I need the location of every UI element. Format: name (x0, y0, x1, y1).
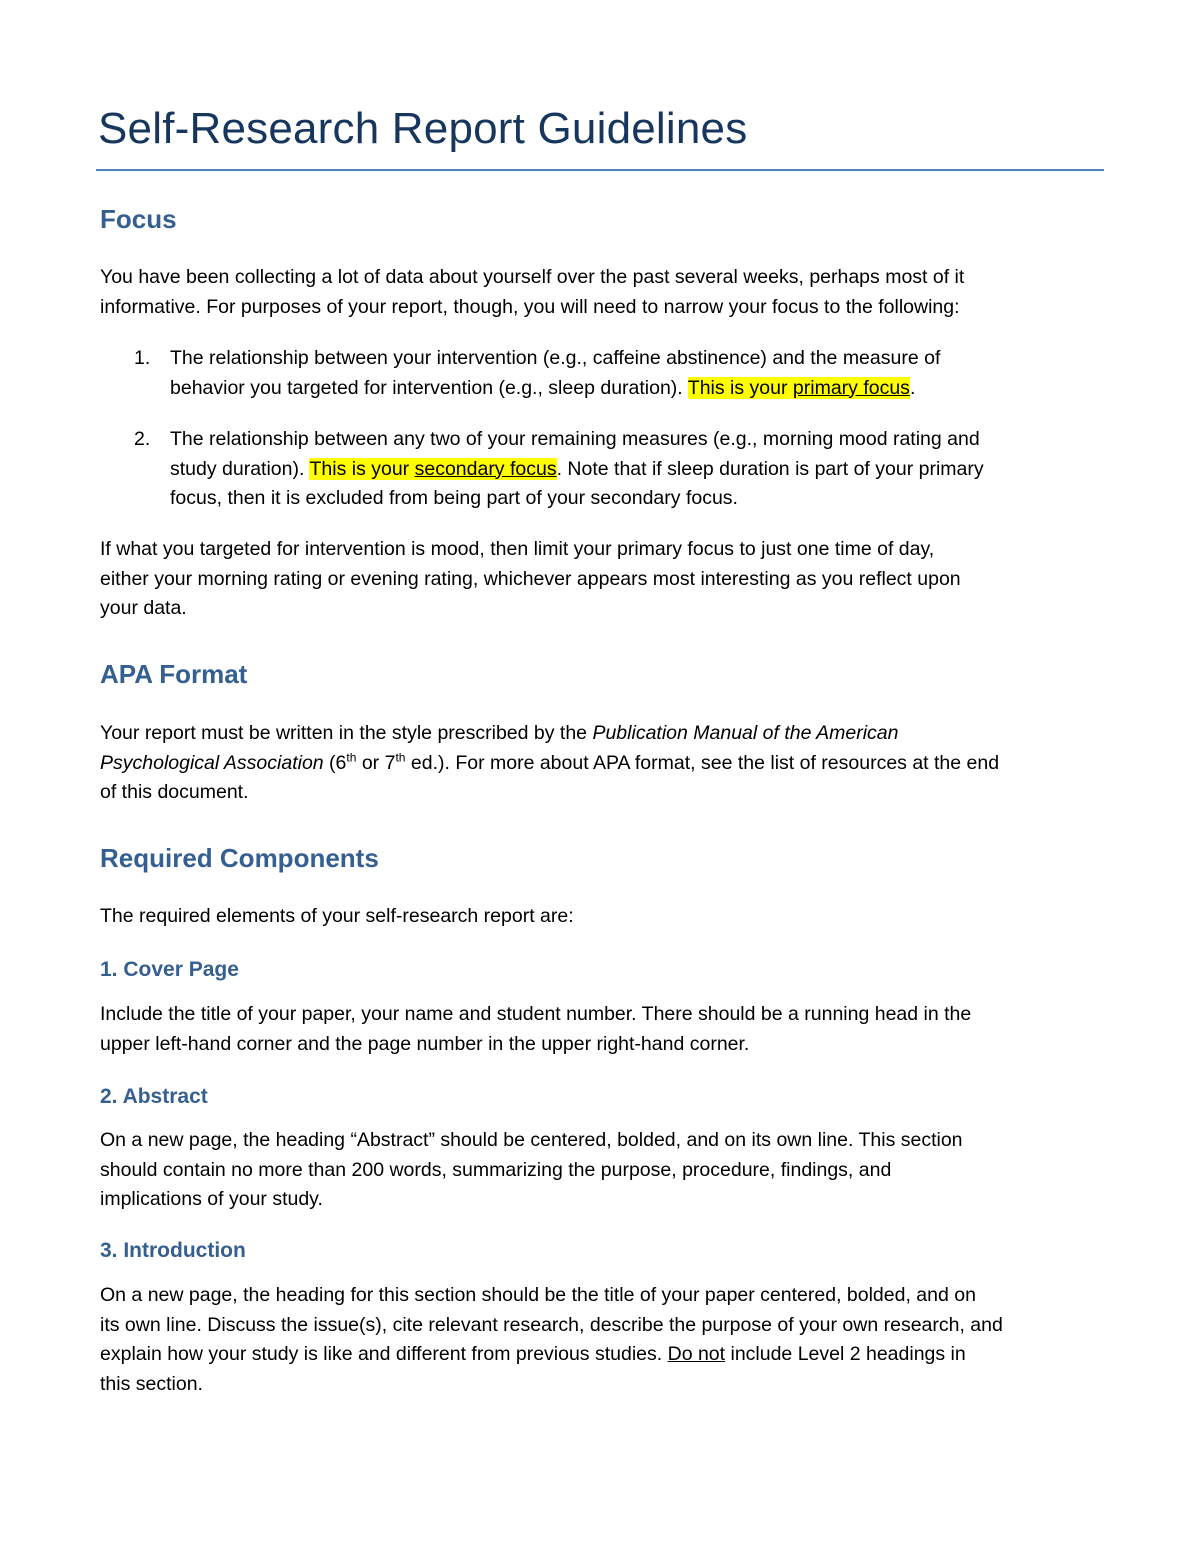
secondary-focus-highlight (309, 458, 556, 480)
list-item-2-line-1: The relationship between any two of your remaining measures (e.g., morning mood rating and (170, 428, 980, 450)
abstract-line-1: On a new page, the heading “Abstract” should be centered, bolded, and on its own line. This section (100, 1129, 963, 1151)
focus-intro-line-2: informative. For purposes of your report, though, you will need to narrow your focus to the following: (100, 295, 960, 318)
abstract-heading: 2. Abstract (100, 1085, 208, 1108)
apa-paragraph (100, 719, 1100, 808)
focus-intro-paragraph (100, 263, 1100, 322)
list-item-1-period: . (909, 376, 916, 399)
cover-page-heading: 1. Cover Page (100, 958, 239, 981)
edition-7-superscript: th (395, 750, 406, 764)
apa-line-3: of this document. (100, 781, 249, 803)
primary-focus-underlined: primary focus (792, 376, 910, 399)
introduction-line-1: On a new page, the heading for this section should be the title of your paper centered, bolded, and on (100, 1284, 976, 1306)
secondary-focus-highlight-text: This is your (309, 457, 415, 480)
required-intro: The required elements of your self-research report are: (100, 905, 574, 927)
secondary-focus-underlined: secondary focus (414, 457, 557, 480)
publication-manual-title-cont: Psychological Association (100, 751, 324, 774)
abstract-line-2: should contain no more than 200 words, summarizing the purpose, procedure, findings, and (100, 1158, 892, 1181)
list-item-2 (170, 425, 1100, 514)
list-item-2-line-2 (170, 455, 1100, 485)
edition-7: or 7 (356, 751, 396, 774)
mood-line-2: either your morning rating or evening rating, whichever appears most interesting as you reflect upon (100, 567, 961, 590)
introduction-line-4: this section. (100, 1372, 203, 1395)
abstract-line-3: implications of your study. (100, 1188, 323, 1210)
document-title: Self-Research Report Guidelines (98, 104, 748, 153)
list-item-2-number: 2. (134, 428, 151, 450)
introduction-paragraph (100, 1281, 1100, 1399)
list-item-2-line-3: focus, then it is excluded from being part of your secondary focus. (170, 487, 738, 509)
introduction-line-3-text: explain how your study is like and different from previous studies. (100, 1343, 668, 1365)
introduction-line-3-end: include Level 2 headings in (725, 1343, 966, 1365)
mood-paragraph (100, 535, 1100, 624)
edition-6-superscript: th (346, 750, 357, 764)
list-item-1-line-2 (170, 374, 1100, 404)
apa-format-heading: APA Format (100, 659, 248, 689)
required-components-heading: Required Components (100, 843, 379, 873)
cover-line-1: Include the title of your paper, your name and student number. There should be a running head in the (100, 1003, 972, 1025)
do-not-underlined: Do not (667, 1343, 726, 1365)
apa-line-2-text: ed.). For more about APA format, see the list of resources at the end (405, 751, 1000, 774)
list-item-2-text: study duration). (170, 457, 310, 480)
focus-heading: Focus (100, 204, 177, 234)
focus-intro-line-1: You have been collecting a lot of data about yourself over the past several weeks, perhaps most of it (100, 266, 965, 288)
mood-line-1: If what you targeted for intervention is mood, then limit your primary focus to just one time of day, (100, 538, 935, 560)
list-item-2-note: . Note that if sleep duration is part of your primary (556, 457, 984, 480)
apa-line-1 (100, 719, 1100, 749)
introduction-heading: 3. Introduction (100, 1239, 246, 1262)
title-underline-rule (96, 169, 1104, 171)
apa-line-1-text: Your report must be written in the style prescribed by the (100, 722, 593, 744)
list-item-1-number: 1. (134, 347, 151, 369)
primary-focus-highlight (688, 377, 910, 399)
list-item-1-text: behavior you targeted for intervention (e.g., sleep duration). (170, 376, 688, 399)
mood-line-3: your data. (100, 597, 187, 619)
introduction-line-3 (100, 1340, 1100, 1370)
primary-focus-highlight-text: This is your (687, 376, 793, 399)
list-item-1-line-1: The relationship between your intervention (e.g., caffeine abstinence) and the measure of (170, 347, 941, 369)
introduction-line-2: its own line. Discuss the issue(s), cite relevant research, describe the purpose of your own research, and (100, 1313, 1003, 1336)
list-item-1 (170, 344, 1100, 403)
cover-line-2: upper left-hand corner and the page number in the upper right-hand corner. (100, 1032, 750, 1055)
apa-line-2 (100, 749, 1100, 779)
edition-6: (6 (323, 751, 347, 774)
abstract-paragraph (100, 1126, 1100, 1215)
cover-page-paragraph (100, 1000, 1100, 1059)
publication-manual-title: Publication Manual of the American (592, 722, 899, 744)
